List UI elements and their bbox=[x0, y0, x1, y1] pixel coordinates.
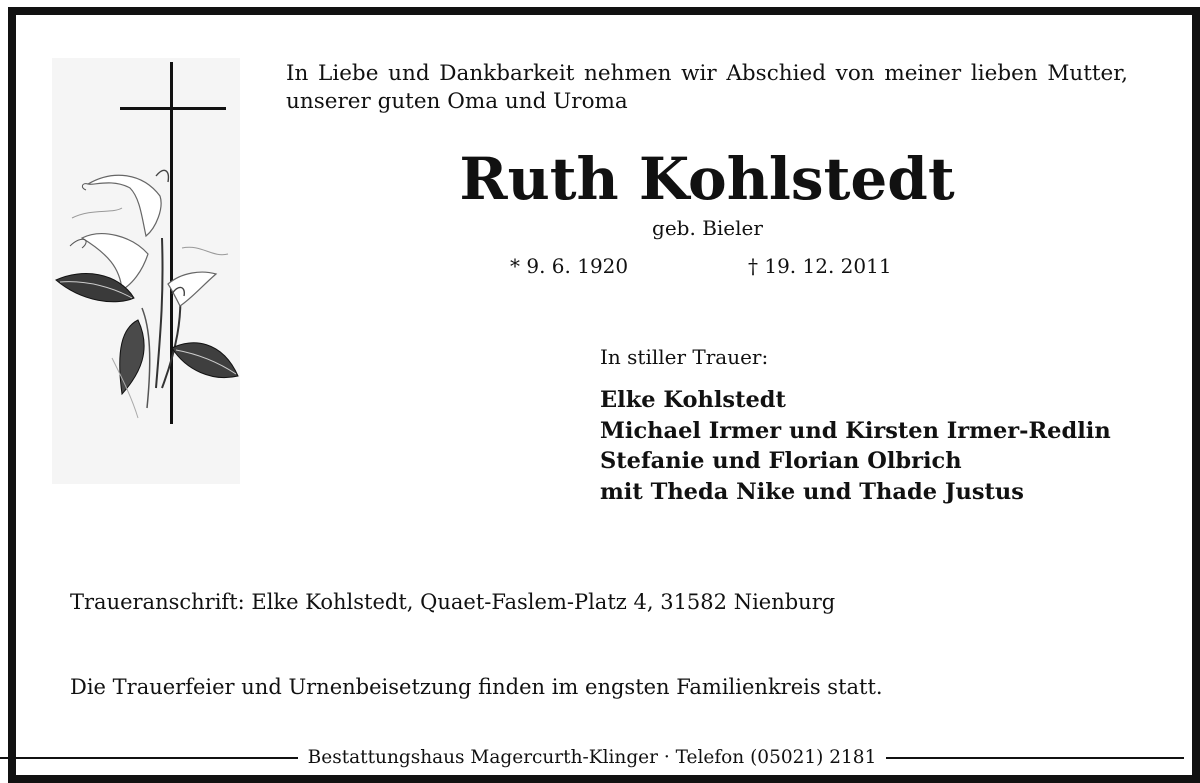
birth-date: * 9. 6. 1920 bbox=[510, 254, 629, 278]
mourning-address: Traueranschrift: Elke Kohlstedt, Quaet-Faslem-Platz 4, 31582 Nienburg bbox=[70, 590, 836, 614]
mourners-list bbox=[600, 385, 1111, 507]
mourner-line: Elke Kohlstedt bbox=[600, 387, 786, 413]
death-date: † 19. 12. 2011 bbox=[748, 254, 892, 278]
cross-vertical bbox=[170, 62, 173, 424]
mourning-intro: In stiller Trauer: bbox=[600, 345, 769, 369]
footer bbox=[0, 746, 1184, 770]
cross-lily-svg bbox=[52, 58, 240, 484]
deceased-name: Ruth Kohlstedt bbox=[459, 145, 955, 213]
mourner-line: Michael Irmer und Kirsten Irmer-Redlin bbox=[600, 417, 1111, 444]
maiden-name: geb. Bieler bbox=[652, 216, 763, 240]
intro-text: In Liebe und Dankbarkeit nehmen wir Abschied von meiner lieben Mutter, unserer guten Oma und Uroma bbox=[286, 61, 1128, 114]
mourner-line: mit Theda Nike und Thade Justus bbox=[600, 478, 1024, 505]
cross-horizontal bbox=[120, 107, 226, 110]
ceremony-note: Die Trauerfeier und Urnenbeisetzung finden im engsten Familienkreis statt. bbox=[70, 675, 883, 699]
cross-lily-illustration-icon bbox=[52, 58, 240, 484]
mourner-line: Stefanie und Florian Olbrich bbox=[600, 448, 962, 474]
funeral-home-credit: Bestattungshaus Magercurth-Klinger · Telefon (05021) 2181 bbox=[298, 746, 887, 770]
